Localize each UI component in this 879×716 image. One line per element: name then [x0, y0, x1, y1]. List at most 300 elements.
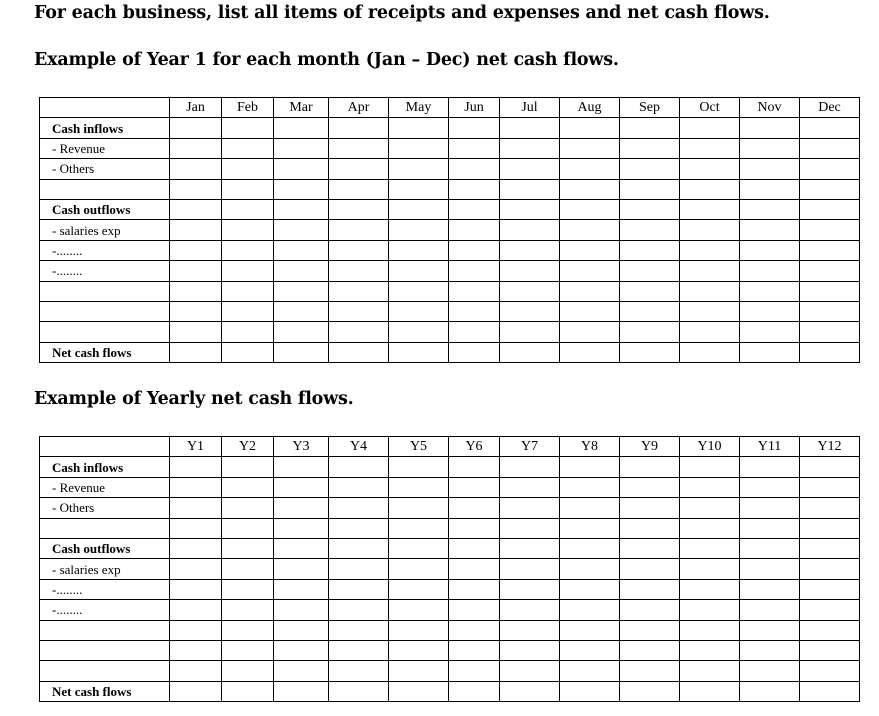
value-cell: [620, 579, 680, 599]
value-cell: [222, 301, 274, 321]
row-label: -........: [40, 261, 170, 281]
value-cell: [449, 661, 500, 681]
value-cell: [222, 498, 274, 518]
value-cell: [389, 179, 449, 199]
row-label: [40, 301, 170, 321]
value-cell: [449, 620, 500, 640]
value-cell: [170, 220, 222, 240]
value-cell: [680, 681, 740, 701]
value-cell: [620, 477, 680, 497]
value-cell: [449, 342, 500, 362]
value-cell: [274, 138, 329, 158]
value-cell: [620, 620, 680, 640]
value-cell: [740, 301, 800, 321]
value-cell: [560, 179, 620, 199]
table-row: [40, 301, 860, 321]
row-label: - Revenue: [40, 138, 170, 158]
value-cell: [389, 240, 449, 260]
header-corner-cell: [40, 437, 170, 457]
value-cell: [560, 477, 620, 497]
value-cell: [222, 138, 274, 158]
value-cell: [449, 559, 500, 579]
value-cell: [329, 661, 389, 681]
header-row: [40, 98, 860, 118]
value-cell: [740, 538, 800, 558]
value-cell: [389, 538, 449, 558]
value-cell: [274, 179, 329, 199]
value-cell: [500, 179, 560, 199]
table-row: [40, 477, 860, 497]
value-cell: [740, 179, 800, 199]
value-cell: [329, 301, 389, 321]
row-label: -........: [40, 579, 170, 599]
value-cell: [170, 559, 222, 579]
value-cell: [500, 118, 560, 138]
value-cell: [170, 640, 222, 660]
header-row: [40, 437, 860, 457]
value-cell: [620, 118, 680, 138]
value-cell: [329, 640, 389, 660]
value-cell: [800, 179, 860, 199]
value-cell: [449, 179, 500, 199]
value-cell: [329, 600, 389, 620]
column-header: Y6: [449, 437, 500, 457]
value-cell: [740, 457, 800, 477]
value-cell: [329, 220, 389, 240]
value-cell: [500, 159, 560, 179]
table-row: [40, 457, 860, 477]
value-cell: [329, 261, 389, 281]
value-cell: [170, 118, 222, 138]
table-row: [40, 661, 860, 681]
value-cell: [170, 477, 222, 497]
value-cell: [560, 559, 620, 579]
row-label: [40, 661, 170, 681]
value-cell: [274, 199, 329, 219]
table-row: [40, 579, 860, 599]
value-cell: [329, 477, 389, 497]
value-cell: [449, 261, 500, 281]
value-cell: [740, 342, 800, 362]
value-cell: [274, 240, 329, 260]
value-cell: [680, 559, 740, 579]
value-cell: [560, 538, 620, 558]
table-row: [40, 620, 860, 640]
value-cell: [329, 457, 389, 477]
value-cell: [274, 640, 329, 660]
column-header: Y9: [620, 437, 680, 457]
value-cell: [740, 681, 800, 701]
value-cell: [449, 681, 500, 701]
value-cell: [620, 301, 680, 321]
value-cell: [449, 240, 500, 260]
value-cell: [620, 199, 680, 219]
value-cell: [222, 559, 274, 579]
row-label: [40, 281, 170, 301]
column-header: Y1: [170, 437, 222, 457]
value-cell: [560, 301, 620, 321]
value-cell: [274, 498, 329, 518]
value-cell: [620, 661, 680, 681]
value-cell: [389, 600, 449, 620]
value-cell: [800, 579, 860, 599]
value-cell: [329, 498, 389, 518]
value-cell: [800, 261, 860, 281]
value-cell: [449, 281, 500, 301]
value-cell: [389, 199, 449, 219]
value-cell: [222, 240, 274, 260]
value-cell: [274, 620, 329, 640]
value-cell: [560, 240, 620, 260]
value-cell: [620, 457, 680, 477]
value-cell: [680, 179, 740, 199]
value-cell: [389, 342, 449, 362]
table-row: [40, 240, 860, 260]
value-cell: [389, 457, 449, 477]
table-row: [40, 118, 860, 138]
value-cell: [800, 281, 860, 301]
table-row: [40, 138, 860, 158]
value-cell: [170, 301, 222, 321]
value-cell: [389, 159, 449, 179]
value-cell: [800, 661, 860, 681]
value-cell: [170, 661, 222, 681]
monthly-section-heading: Example of Year 1 for each month (Jan – Dec) net cash flows.: [34, 50, 619, 70]
value-cell: [680, 261, 740, 281]
row-label: - Others: [40, 159, 170, 179]
value-cell: [560, 342, 620, 362]
value-cell: [389, 477, 449, 497]
value-cell: [560, 281, 620, 301]
column-header: Apr: [329, 98, 389, 118]
value-cell: [740, 261, 800, 281]
value-cell: [170, 240, 222, 260]
column-header: Dec: [800, 98, 860, 118]
value-cell: [389, 220, 449, 240]
value-cell: [389, 261, 449, 281]
value-cell: [800, 477, 860, 497]
value-cell: [329, 281, 389, 301]
table-row: [40, 281, 860, 301]
value-cell: [560, 579, 620, 599]
value-cell: [449, 518, 500, 538]
value-cell: [329, 342, 389, 362]
column-header: Y8: [560, 437, 620, 457]
value-cell: [680, 342, 740, 362]
column-header: Y2: [222, 437, 274, 457]
column-header: Y3: [274, 437, 329, 457]
row-label: - Others: [40, 498, 170, 518]
value-cell: [680, 600, 740, 620]
column-header: Y4: [329, 437, 389, 457]
table-row: [40, 640, 860, 660]
column-header: Jun: [449, 98, 500, 118]
value-cell: [449, 640, 500, 660]
table-row: [40, 518, 860, 538]
value-cell: [740, 159, 800, 179]
value-cell: [500, 600, 560, 620]
value-cell: [170, 199, 222, 219]
value-cell: [274, 579, 329, 599]
value-cell: [800, 620, 860, 640]
value-cell: [449, 579, 500, 599]
value-cell: [274, 342, 329, 362]
value-cell: [500, 199, 560, 219]
value-cell: [389, 681, 449, 701]
value-cell: [560, 457, 620, 477]
column-header: Y7: [500, 437, 560, 457]
value-cell: [274, 477, 329, 497]
value-cell: [740, 518, 800, 538]
value-cell: [222, 600, 274, 620]
value-cell: [680, 301, 740, 321]
row-label: [40, 620, 170, 640]
value-cell: [680, 518, 740, 538]
value-cell: [740, 138, 800, 158]
value-cell: [222, 322, 274, 342]
value-cell: [740, 640, 800, 660]
value-cell: [680, 138, 740, 158]
value-cell: [329, 620, 389, 640]
column-header: Jan: [170, 98, 222, 118]
value-cell: [170, 342, 222, 362]
value-cell: [329, 538, 389, 558]
value-cell: [680, 620, 740, 640]
column-header: Sep: [620, 98, 680, 118]
value-cell: [449, 159, 500, 179]
value-cell: [170, 620, 222, 640]
value-cell: [500, 620, 560, 640]
value-cell: [170, 457, 222, 477]
value-cell: [620, 498, 680, 518]
value-cell: [389, 118, 449, 138]
value-cell: [620, 600, 680, 620]
value-cell: [449, 600, 500, 620]
value-cell: [740, 620, 800, 640]
yearly-cash-flow-table: [39, 436, 860, 702]
value-cell: [222, 199, 274, 219]
value-cell: [222, 620, 274, 640]
value-cell: [800, 498, 860, 518]
value-cell: [500, 138, 560, 158]
value-cell: [620, 261, 680, 281]
value-cell: [222, 179, 274, 199]
column-header: Mar: [274, 98, 329, 118]
value-cell: [620, 538, 680, 558]
value-cell: [500, 477, 560, 497]
value-cell: [560, 322, 620, 342]
column-header: Y5: [389, 437, 449, 457]
value-cell: [449, 477, 500, 497]
column-header: Oct: [680, 98, 740, 118]
value-cell: [170, 498, 222, 518]
value-cell: [740, 118, 800, 138]
value-cell: [274, 159, 329, 179]
value-cell: [680, 661, 740, 681]
value-cell: [680, 281, 740, 301]
value-cell: [620, 322, 680, 342]
value-cell: [800, 199, 860, 219]
table-row: [40, 538, 860, 558]
value-cell: [800, 640, 860, 660]
row-label: Cash outflows: [40, 199, 170, 219]
table-row: [40, 342, 860, 362]
monthly-cash-flow-table: [39, 97, 860, 363]
value-cell: [800, 538, 860, 558]
value-cell: [389, 661, 449, 681]
value-cell: [620, 138, 680, 158]
value-cell: [222, 342, 274, 362]
value-cell: [800, 220, 860, 240]
value-cell: [170, 179, 222, 199]
value-cell: [620, 179, 680, 199]
value-cell: [222, 681, 274, 701]
value-cell: [500, 681, 560, 701]
table-row: [40, 199, 860, 219]
value-cell: [274, 681, 329, 701]
row-label: Net cash flows: [40, 681, 170, 701]
value-cell: [800, 118, 860, 138]
value-cell: [740, 579, 800, 599]
value-cell: [274, 518, 329, 538]
row-label: Cash inflows: [40, 457, 170, 477]
value-cell: [560, 518, 620, 538]
row-label: [40, 518, 170, 538]
value-cell: [222, 538, 274, 558]
row-label: - Revenue: [40, 477, 170, 497]
value-cell: [740, 240, 800, 260]
value-cell: [740, 559, 800, 579]
row-label: - salaries exp: [40, 220, 170, 240]
value-cell: [389, 559, 449, 579]
value-cell: [800, 518, 860, 538]
table-row: [40, 261, 860, 281]
value-cell: [500, 640, 560, 660]
value-cell: [449, 457, 500, 477]
value-cell: [329, 518, 389, 538]
column-header: Y10: [680, 437, 740, 457]
value-cell: [560, 600, 620, 620]
value-cell: [740, 498, 800, 518]
value-cell: [800, 322, 860, 342]
value-cell: [329, 118, 389, 138]
value-cell: [222, 661, 274, 681]
value-cell: [500, 538, 560, 558]
value-cell: [449, 301, 500, 321]
table-row: [40, 498, 860, 518]
value-cell: [560, 159, 620, 179]
row-label: [40, 322, 170, 342]
value-cell: [449, 498, 500, 518]
value-cell: [740, 322, 800, 342]
value-cell: [800, 600, 860, 620]
value-cell: [389, 640, 449, 660]
value-cell: [222, 640, 274, 660]
value-cell: [222, 261, 274, 281]
value-cell: [680, 579, 740, 599]
value-cell: [680, 457, 740, 477]
value-cell: [740, 661, 800, 681]
value-cell: [620, 240, 680, 260]
header-corner-cell: [40, 98, 170, 118]
row-label: -........: [40, 600, 170, 620]
value-cell: [680, 240, 740, 260]
column-header: Nov: [740, 98, 800, 118]
value-cell: [680, 322, 740, 342]
table-row: [40, 681, 860, 701]
row-label: [40, 640, 170, 660]
value-cell: [170, 600, 222, 620]
value-cell: [329, 179, 389, 199]
row-label: Net cash flows: [40, 342, 170, 362]
value-cell: [274, 301, 329, 321]
column-header: Y12: [800, 437, 860, 457]
value-cell: [222, 457, 274, 477]
value-cell: [560, 199, 620, 219]
value-cell: [329, 559, 389, 579]
value-cell: [800, 138, 860, 158]
value-cell: [274, 457, 329, 477]
value-cell: [560, 220, 620, 240]
value-cell: [680, 640, 740, 660]
value-cell: [560, 661, 620, 681]
yearly-section-heading: Example of Yearly net cash flows.: [34, 389, 354, 409]
value-cell: [170, 538, 222, 558]
value-cell: [329, 579, 389, 599]
value-cell: [620, 342, 680, 362]
value-cell: [680, 220, 740, 240]
value-cell: [740, 220, 800, 240]
value-cell: [500, 559, 560, 579]
value-cell: [560, 138, 620, 158]
value-cell: [170, 281, 222, 301]
value-cell: [170, 159, 222, 179]
value-cell: [500, 342, 560, 362]
table-row: [40, 600, 860, 620]
value-cell: [500, 457, 560, 477]
value-cell: [620, 518, 680, 538]
value-cell: [620, 159, 680, 179]
value-cell: [329, 240, 389, 260]
row-label: - salaries exp: [40, 559, 170, 579]
column-header: Aug: [560, 98, 620, 118]
table-row: [40, 322, 860, 342]
value-cell: [740, 477, 800, 497]
value-cell: [560, 498, 620, 518]
value-cell: [170, 518, 222, 538]
value-cell: [500, 661, 560, 681]
value-cell: [274, 538, 329, 558]
value-cell: [222, 281, 274, 301]
value-cell: [500, 498, 560, 518]
value-cell: [389, 138, 449, 158]
value-cell: [620, 281, 680, 301]
value-cell: [680, 477, 740, 497]
value-cell: [560, 118, 620, 138]
value-cell: [329, 322, 389, 342]
value-cell: [560, 640, 620, 660]
value-cell: [800, 342, 860, 362]
value-cell: [500, 220, 560, 240]
value-cell: [274, 281, 329, 301]
value-cell: [680, 159, 740, 179]
value-cell: [620, 220, 680, 240]
column-header: Jul: [500, 98, 560, 118]
value-cell: [389, 620, 449, 640]
value-cell: [449, 322, 500, 342]
row-label: -........: [40, 240, 170, 260]
value-cell: [449, 538, 500, 558]
